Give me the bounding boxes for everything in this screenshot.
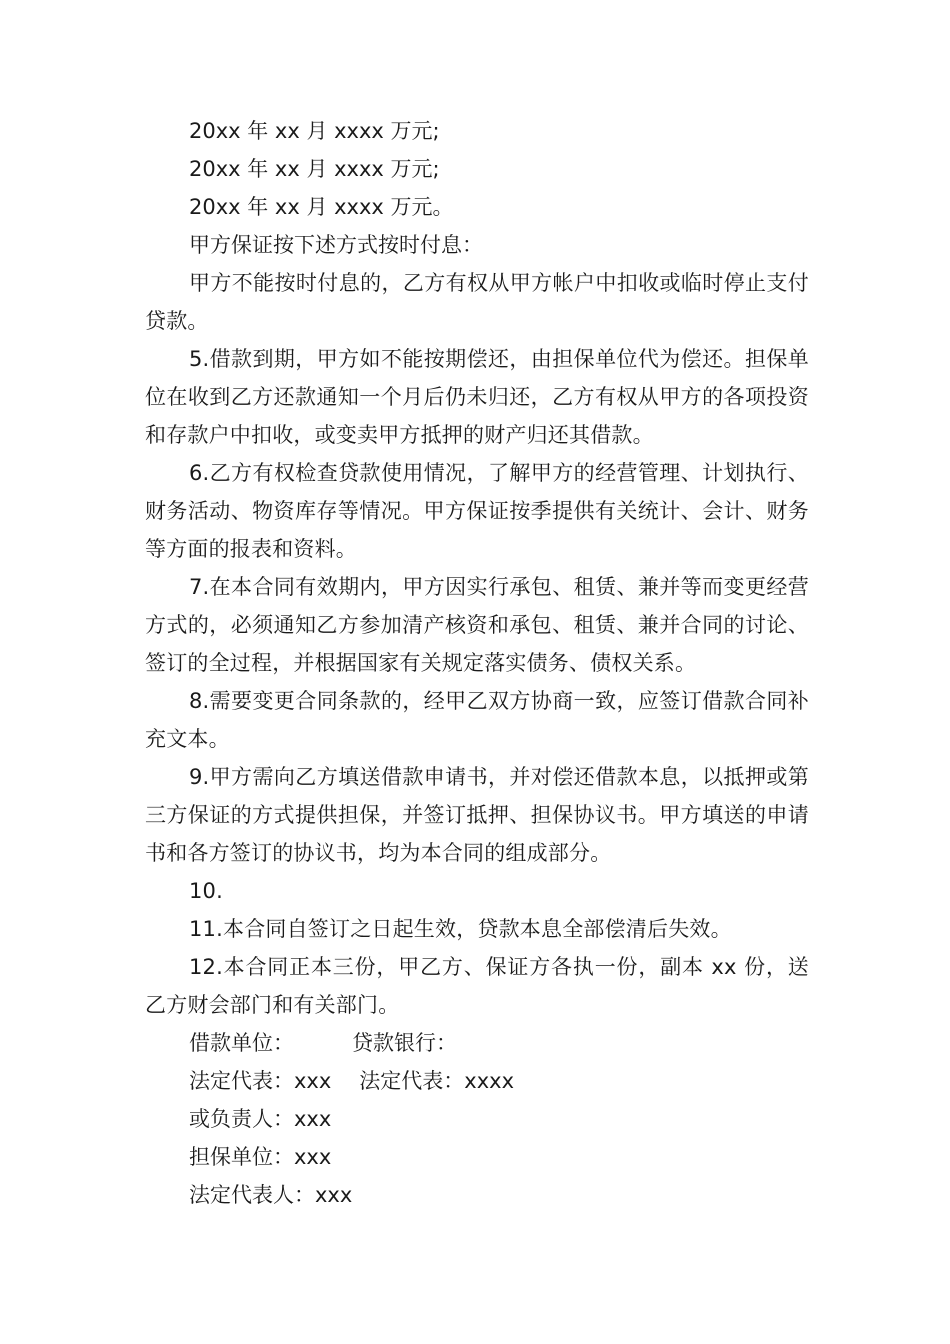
borrower-label: 借款单位：: [189, 1031, 294, 1055]
signature-row-guarantor-rep: [145, 1176, 809, 1214]
interest-intro: 甲方保证按下述方式按时付息：: [189, 233, 483, 257]
lender-representative: 法定代表：xxxx: [359, 1069, 515, 1093]
clause-5: 5.借款到期，甲方如不能按期偿还，由担保单位代为偿还。担保单位在收到乙方还款通知一个月后仍未归还，乙方有权从甲方的各项投资和存款户中扣收，或变卖甲方抵押的财产归还其借款。: [145, 347, 809, 447]
signature-row-units: [145, 1024, 809, 1062]
clause-11: 11.本合同自签订之日起生效，贷款本息全部偿清后失效。: [189, 917, 732, 941]
installment-line-2: 20xx 年 xx 月 xxxx 万元;: [189, 157, 440, 181]
guarantor-unit: 担保单位：xxx: [189, 1145, 332, 1169]
contract-body: [145, 112, 809, 1214]
signature-row-guarantor: [145, 1138, 809, 1176]
installment-line-1: 20xx 年 xx 月 xxxx 万元;: [189, 119, 440, 143]
lender-label: 贷款银行：: [352, 1031, 457, 1055]
signature-row-representatives: [145, 1062, 809, 1100]
interest-clause: 甲方不能按时付息的，乙方有权从甲方帐户中扣收或临时停止支付贷款。: [145, 271, 809, 333]
guarantor-representative: 法定代表人：xxx: [189, 1183, 353, 1207]
clause-9: 9.甲方需向乙方填送借款申请书，并对偿还借款本息，以抵押或第三方保证的方式提供担保，并签订抵押、担保协议书。甲方填送的申请书和各方签订的协议书，均为本合同的组成部分。: [145, 765, 809, 865]
signature-row-responsible: [145, 1100, 809, 1138]
responsible-person: 或负责人：xxx: [189, 1107, 332, 1131]
clause-7: 7.在本合同有效期内，甲方因实行承包、租赁、兼并等而变更经营方式的，必须通知乙方参加清产核资和承包、租赁、兼并合同的讨论、签订的全过程，并根据国家有关规定落实债务、债权关系。: [145, 575, 809, 675]
borrower-representative: 法定代表：xxx: [189, 1069, 332, 1093]
clause-8: 8.需要变更合同条款的，经甲乙双方协商一致，应签订借款合同补充文本。: [145, 689, 809, 751]
clause-12: 12.本合同正本三份，甲乙方、保证方各执一份，副本 xx 份，送乙方财会部门和有关部门。: [145, 955, 809, 1017]
clause-10: 10.: [189, 879, 223, 903]
installment-line-3: 20xx 年 xx 月 xxxx 万元。: [189, 195, 454, 219]
clause-6: 6.乙方有权检查贷款使用情况，了解甲方的经营管理、计划执行、财务活动、物资库存等情况。甲方保证按季提供有关统计、会计、财务等方面的报表和资料。: [145, 461, 809, 561]
